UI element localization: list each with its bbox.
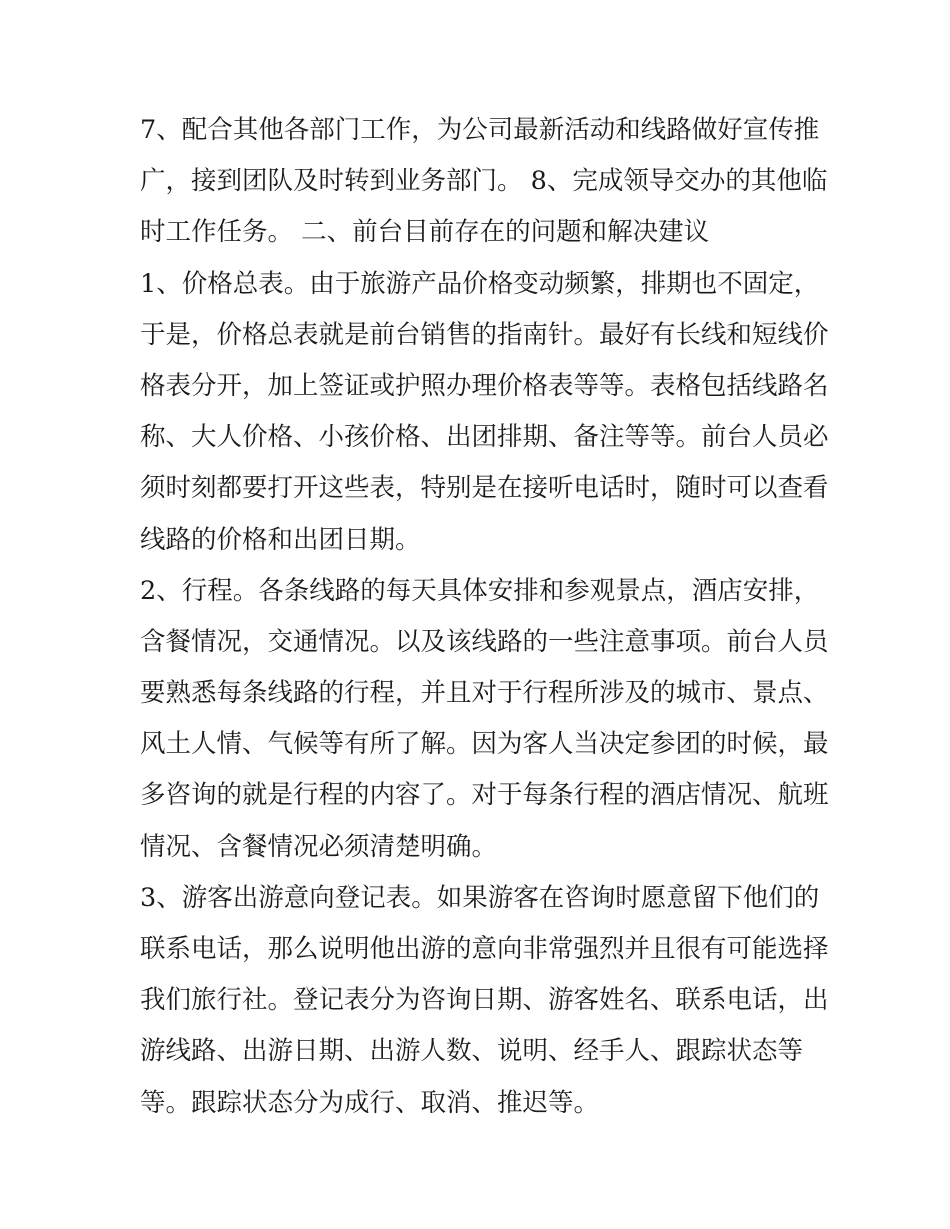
text-line-6: 格表分开，加上签证或护照办理价格表等等。表格包括线路名 xyxy=(140,370,829,401)
text-line-18: 我们旅行社。登记表分为咨询日期、游客姓名、联系电话，出 xyxy=(140,985,829,1016)
text-line-14: 多咨询的就是行程的内容了。对于每条行程的酒店情况、航班 xyxy=(140,780,829,811)
text-line-12: 要熟悉每条线路的行程，并且对于行程所涉及的城市、景点、 xyxy=(140,678,829,709)
text-line-4: 1、价格总表。由于旅游产品价格变动频繁，排期也不固定， xyxy=(140,268,820,299)
text-line-8: 须时刻都要打开这些表，特别是在接听电话时，随时可以查看 xyxy=(140,473,829,504)
text-line-20: 等。跟踪状态分为成行、取消、推迟等。 xyxy=(140,1087,600,1118)
text-line-11: 含餐情况，交通情况。以及该线路的一些注意事项。前台人员 xyxy=(140,626,829,657)
text-line-15: 情况、含餐情况必须清楚明确。 xyxy=(140,831,498,862)
text-line-19: 游线路、出游日期、出游人数、说明、经手人、跟踪状态等 xyxy=(140,1036,804,1067)
text-line-16: 3、游客出游意向登记表。如果游客在咨询时愿意留下他们的 xyxy=(140,882,820,913)
document-body xyxy=(140,105,829,1129)
text-line-10: 2、行程。各条线路的每天具体安排和参观景点，酒店安排， xyxy=(140,575,820,606)
text-line-1: 7、配合其他各部门工作，为公司最新活动和线路做好宣传推 xyxy=(140,115,820,145)
text-line-5: 于是，价格总表就是前台销售的指南针。最好有长线和短线价 xyxy=(140,319,829,350)
text-line-9: 线路的价格和出团日期。 xyxy=(140,524,421,555)
text-line-3: 时工作任务。 二、前台目前存在的问题和解决建议 xyxy=(140,217,710,248)
text-line-13: 风土人情、气候等有所了解。因为客人当决定参团的时候，最 xyxy=(140,729,829,760)
text-line-17: 联系电话，那么说明他出游的意向非常强烈并且很有可能选择 xyxy=(140,934,829,964)
text-line-2: 广，接到团队及时转到业务部门。 8、完成领导交办的其他临 xyxy=(140,166,828,197)
text-line-7: 称、大人价格、小孩价格、出团排期、备注等等。前台人员必 xyxy=(140,422,829,453)
